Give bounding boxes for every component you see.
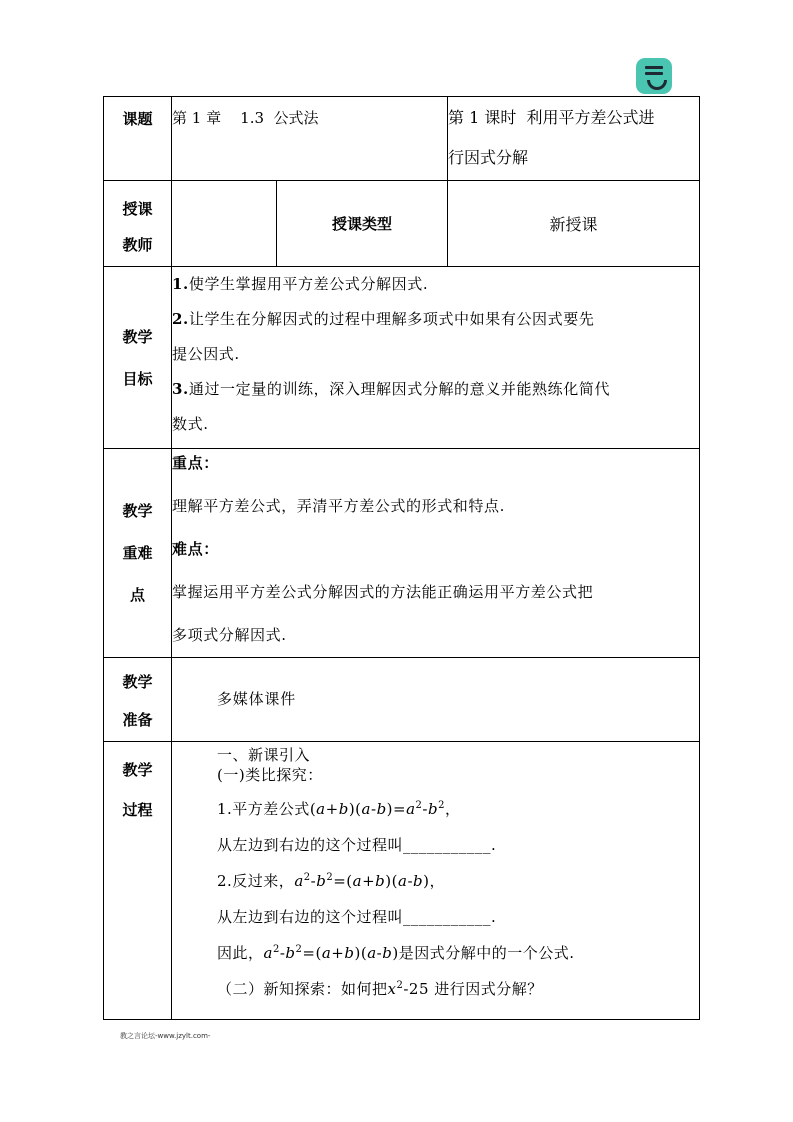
goal3-text-line2: 数式. — [172, 415, 209, 433]
chapter-text: 第 1 章 1.3 公式法 — [172, 109, 319, 127]
goal2-text-line1: 让学生在分解因式的过程中理解多项式中如果有公因式要先 — [188, 310, 595, 328]
preparation-text: 多媒体课件 — [217, 690, 297, 708]
page-footer: 教之言论坛-www.jzylt.com- — [120, 1032, 211, 1040]
goal2-text-line2: 提公因式. — [172, 345, 240, 363]
preparation-row — [104, 658, 700, 742]
teacher-label-line2: 教师 — [122, 236, 153, 254]
section2-line: （二）新知探索：如何把$x^2-25$ 进行因式分解？ — [217, 980, 543, 998]
period-title-line1: 第 1 课时 利用平方差公式进 — [448, 108, 655, 127]
item2-prefix: 2.反过来， — [217, 872, 295, 890]
process-label-line1: 教学 — [122, 761, 153, 779]
teacher-value-cell — [172, 181, 277, 267]
logo-bar — [645, 66, 663, 69]
process-label-cell — [104, 742, 172, 1020]
difficulty-text-line2: 多项式分解因式. — [172, 626, 287, 644]
therefore-line: 因此，$a^2-b^2=(a+b)(a-b)$是因式分解中的一个公式. — [217, 944, 575, 962]
key-points-label-line1: 教学 — [122, 502, 153, 520]
type-label: 授课类型 — [332, 215, 393, 233]
therefore-prefix: 因此， — [217, 944, 264, 962]
item1-blank-line: 从左边到右边的这个过程叫___________. — [217, 836, 497, 854]
preparation-content-cell — [172, 658, 700, 742]
goals-label-line2: 目标 — [122, 369, 153, 388]
item2-formula-line: 2.反过来，$a^2-b^2=(a+b)(a-b)$， — [217, 872, 445, 890]
preparation-label-line2: 准备 — [122, 711, 153, 729]
teacher-row — [104, 181, 700, 267]
preparation-label-line1: 教学 — [122, 673, 153, 691]
preparation-label-cell — [104, 658, 172, 742]
process-content-cell — [172, 742, 700, 1020]
goal1-text: 使学生掌握用平方差公式分解因式. — [188, 275, 429, 293]
goal3-number: 3. — [172, 380, 189, 398]
goals-row — [104, 267, 700, 449]
section1-heading: 一、新课引入 — [217, 746, 311, 764]
key-points-label-line2: 重难 — [122, 544, 153, 562]
item1-formula-line: 1.平方差公式$(a+b)(a-b)=a^2-b^2$， — [217, 800, 461, 818]
process-row — [104, 742, 700, 1020]
key-text: 理解平方差公式，弄清平方差公式的形式和特点. — [172, 497, 505, 515]
section2-suffix: 进行因式分解？ — [434, 980, 543, 998]
item1-prefix: 1.平方差公式 — [217, 800, 310, 818]
topic-row — [104, 97, 700, 181]
chapter-cell — [172, 97, 448, 181]
section2-prefix: （二）新知探索：如何把 — [217, 980, 388, 998]
goal2-number: 2. — [172, 310, 189, 328]
brand-logo-icon — [636, 58, 672, 94]
goals-label-cell — [104, 267, 172, 449]
item2-blank-line: 从左边到右边的这个过程叫___________. — [217, 908, 497, 926]
therefore-suffix: 是因式分解中的一个公式. — [398, 944, 575, 962]
type-value: 新授课 — [549, 215, 598, 234]
topic-label: 课题 — [122, 110, 153, 128]
type-value-cell — [448, 181, 700, 267]
lesson-plan-table — [103, 96, 700, 1020]
key-points-content-cell — [172, 449, 700, 658]
key-points-label-line3: 点 — [129, 586, 145, 604]
period-title-line2: 行因式分解 — [448, 148, 529, 167]
subsection1-heading: (一)类比探究： — [217, 766, 323, 784]
topic-label-cell — [104, 97, 172, 181]
difficulty-text-line1: 掌握运用平方差公式分解因式的方法能正确运用平方差公式把 — [172, 583, 594, 601]
logo-bar — [645, 72, 663, 75]
key-heading: 重点： — [172, 454, 219, 472]
goals-content-cell — [172, 267, 700, 449]
teacher-label-line1: 授课 — [122, 200, 153, 218]
key-points-row — [104, 449, 700, 658]
goals-label-line1: 教学 — [122, 327, 153, 346]
logo-smile — [647, 80, 667, 90]
difficulty-heading: 难点： — [172, 540, 219, 558]
goal1-number: 1. — [172, 275, 189, 293]
period-cell — [448, 97, 700, 181]
process-label-line2: 过程 — [122, 801, 153, 819]
key-points-label-cell — [104, 449, 172, 658]
type-label-cell — [277, 181, 448, 267]
teacher-label-cell — [104, 181, 172, 267]
goal3-text-line1: 通过一定量的训练，深入理解因式分解的意义并能熟练化简代 — [188, 380, 611, 398]
